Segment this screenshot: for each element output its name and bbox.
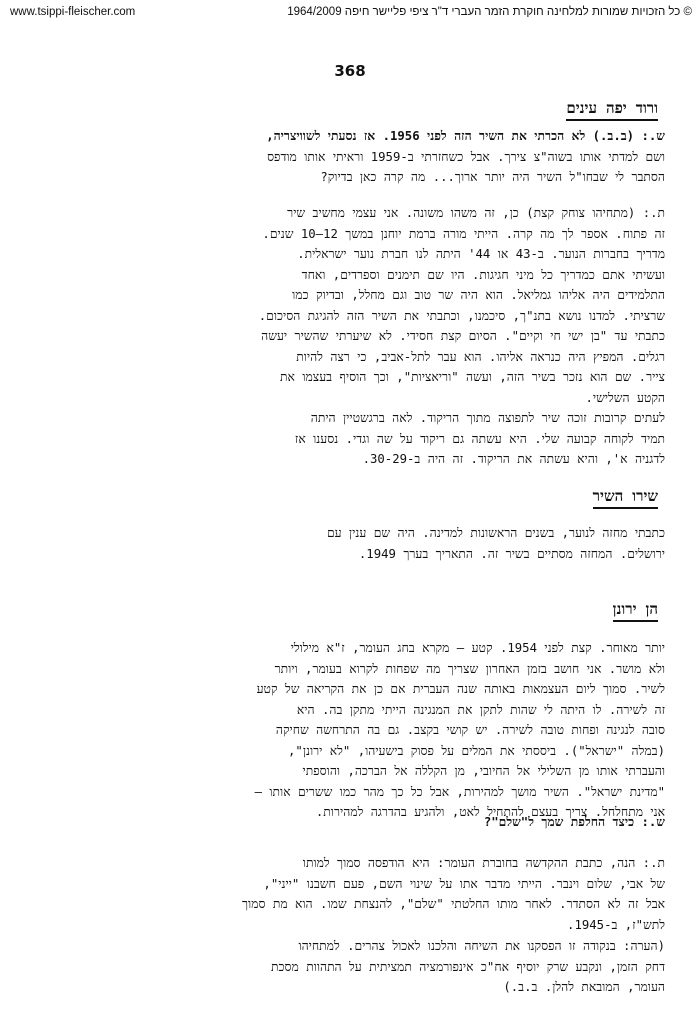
text-line: יותר מאוחר. קצת לפני 1954. קטע – מקרא בחג העומר, ז"א מילולי	[290, 641, 665, 655]
text-line: הקטע השלישי.	[585, 390, 665, 405]
text-line: שרציתי. למדנו נושא בתנ"ך, סיכמנו, וכתבתי את השיר הזה להגיגת הסיכום.	[258, 308, 665, 323]
paragraph	[38, 408, 665, 470]
text-line: זה לשירה. לו היתה לי שהות לתקן את המנגינה הייתי מתקן בה. היא	[296, 702, 665, 717]
text-line: ועשיתי אתם כמדריך כל מיני חגיגות. היו שם תימנים וספרדים, ואחד	[301, 267, 665, 282]
site-url: www.tsippi-fleischer.com	[10, 6, 136, 18]
text-line: ירושלים. המחזה מסתיים בשיר זה. התאריך בערך 1949.	[358, 546, 665, 561]
text-line: כתבתי מחזה לנוער, בשנים הראשונות למדינה. היה שם ענין עם	[326, 526, 665, 540]
text-line: התלמידים היה אליהו גמליאל. הוא היה שר טוב וגם מחלל, ובדיוק כמו	[292, 288, 665, 302]
text-line: ש.: (ב.ב.) לא הכרתי את השיר הזה לפני 1956. אז נסעתי לשוויצריה,	[266, 129, 665, 143]
text-line: ולא מושר. אני חושב בזמן האחרון שצריך מה שפחות לקרוא בעומר, ויותר	[274, 661, 665, 676]
text-line: תמיד לקוחה קבועה שלי. היא עשתה גם ריקוד על שה וגדי. נסענו אז	[294, 431, 665, 446]
text-line: דחק הזמן, ונקבע שרק יוסיף אח"כ אינפורמציה תמציתית על התהוות מסכת	[271, 959, 665, 974]
section-title: שירו השיר	[593, 487, 658, 509]
question-paragraph	[38, 812, 665, 833]
text-line: הסתבר לי שבחו"ל השיר היה יותר ארוך... מה קרה כאן בדיוק?	[320, 170, 665, 184]
paragraph	[38, 203, 665, 408]
text-line: (במלה "ישראל"). ביססתי את המלים על פסוק בישעיהו, "לא ירונן",	[288, 743, 665, 758]
text-line: והעברתי אותו מן השלילי אל החיובי, מן הקללה אל הברכה, והוספתי	[302, 764, 665, 778]
text-line: כתבתי עד "בן ישי חי וקיים". הסיום קצת חסידי. לא שיערתי שהשיר יעשה	[261, 329, 665, 343]
text-line: לשיר. סמוך ליום העצמאות באותה שנה העברית אם כן את הקריאה של קטע	[256, 682, 665, 696]
page-header	[0, 4, 700, 24]
text-line: ש.: כיצד החלפת שמך ל"שלם"?	[483, 815, 665, 829]
text-line: סובה לנגינה ופחות טובה לשירה. יש קושי בקצב. גם בה התרחשה שחיקה	[275, 723, 665, 737]
text-line: של אבי, שלום וינבר. הייתי מדבר אתו על שינוי השם, פעם חשבנו "ייני",	[263, 876, 665, 891]
text-line: זה פתוח. אספר לך מה קרה. הייתי מורה ברמת יוחנן במשך 12–10 שנים.	[262, 226, 665, 241]
text-line: ת.: (מתחיהו צוחק קצת) כן, זה משהו משונה. אני עצמי מחשיב שיר	[287, 206, 665, 220]
text-line: אבל זה לא הסתדר. לאחר מותו החלטתי "שלם", להנצחת שמו. הוא מת סמוך	[241, 897, 665, 911]
text-line: ושם למדתי אותו בשוה"צ צירך. אבל כשחזרתי ב-1959 וראיתי אותו מודפס	[267, 149, 665, 164]
text-line: לעתים קרובות זוכה שיר לתפוצה מתוך הריקוד. לאה ברגשטיין היתה	[310, 411, 665, 425]
text-line: (הערה: בנקודה זו הפסקנו את השיחה והלכנו לאכול צהרים. למתחיהו	[298, 939, 665, 953]
text-line: אני מתחלחל. צריך בעצם להתחיל לאט, ולהגיע בהדרגה למהירות.	[315, 805, 665, 819]
text-line: "מדינת ישראל". השיר מושך למהירות, אבל כל כך מהר כמו ששרים אותו –	[254, 784, 665, 799]
paragraph	[38, 638, 665, 823]
paragraph	[38, 853, 665, 935]
page-number: 368	[334, 62, 366, 80]
text-line: רגלים. המפיץ היה כנראה אליהו. הוא עבר לתל-אביב, כי רצה להיות	[296, 349, 665, 364]
text-line: צייר. שם הוא נזכר בשיר הזה, ועשה "וריאציות", וכך הוסיף בעצמו את	[280, 370, 665, 384]
text-line: מדריך בחברות הנוער. ב-43 או 44' היתה לנו חברת נוער ישראלית.	[297, 247, 665, 261]
note-paragraph	[38, 936, 665, 998]
section-title: ורוד יפה עינים	[566, 99, 658, 121]
paragraph	[38, 126, 665, 188]
paragraph	[38, 523, 665, 564]
text-line: לתש"ז, ב-1945.	[567, 917, 665, 932]
text-line: העומר, המובאת להלן. ב.ב.)	[503, 980, 665, 994]
text-line: ת.: הנה, כתבת ההקדשה בחוברת העומר: היא הודפסה סמוך למותו	[302, 856, 665, 870]
copyright-notice: © כל הזכויות שמורות למלחינה חוקרת הזמר העברי ד"ר ציפי פליישר חיפה 1964/2009	[287, 6, 692, 18]
section-title: הן ירונן	[613, 600, 658, 622]
text-line: לדגניה א', והיא עשתה את הריקוד. זה היה ב-30-29.	[362, 452, 665, 466]
